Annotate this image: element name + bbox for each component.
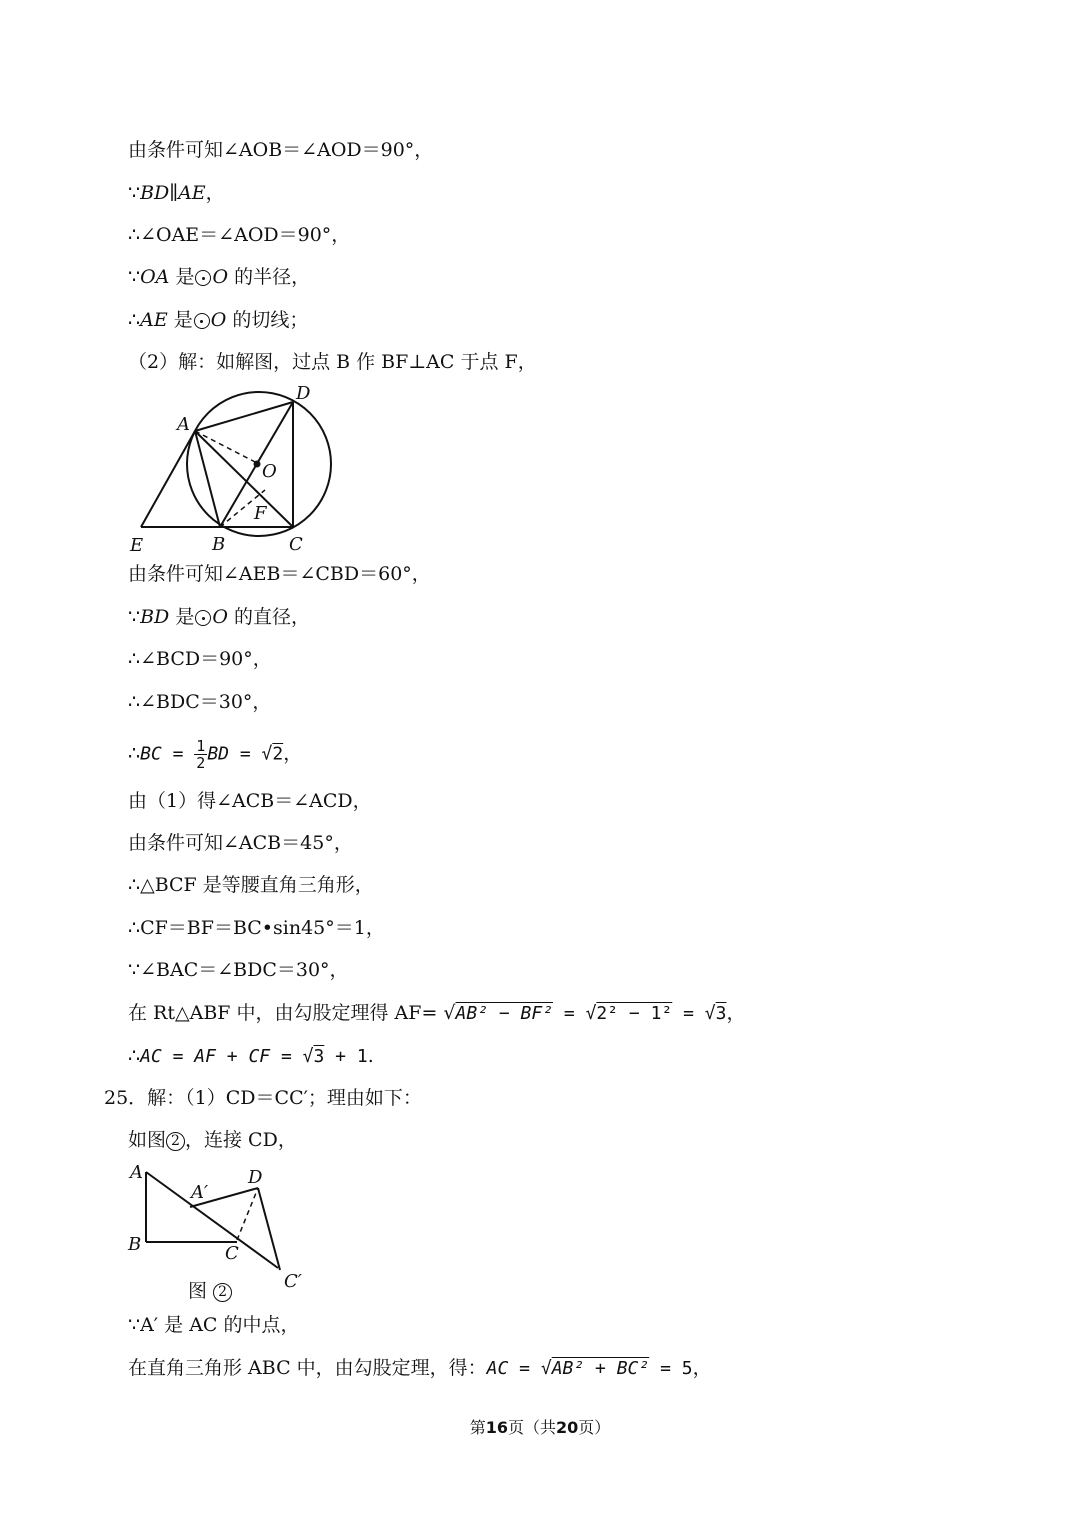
because-symbol: ∵ (128, 182, 141, 204)
math-expr: = √ (553, 1003, 597, 1024)
segment-dc1 (258, 1188, 280, 1270)
line-12: 由（1）得∠ACB＝∠ACD， (128, 790, 372, 812)
text: 是 (167, 309, 193, 331)
text: 如图 (128, 1129, 167, 1151)
label-c: C (289, 534, 303, 555)
circle-dot-icon (195, 610, 211, 626)
radicand: 2² − 1² (596, 1003, 673, 1024)
circle-dot-icon (194, 313, 210, 329)
radicand: AB² + BC² (551, 1358, 650, 1379)
math-expr: BC = (140, 743, 195, 765)
line-7: 由条件可知∠AEB＝∠CBD＝60°， (128, 563, 431, 585)
line-1: 由条件可知∠AOB＝∠AOD＝90°， (128, 139, 434, 161)
footer-text: 第 (469, 1418, 486, 1437)
fraction (194, 738, 207, 771)
text: 是 (169, 606, 195, 628)
line-21: ∵A′ 是 AC 的中点， (128, 1314, 300, 1336)
because-symbol: ∵ (128, 266, 141, 288)
math-expr: BD = √ (207, 743, 273, 765)
line-14: ∴△BCF 是等腰直角三角形， (128, 874, 374, 896)
label-o: O (262, 461, 277, 482)
text: 的切线； (226, 309, 309, 331)
text: 在直角三角形 ABC 中，由勾股定理，得： (128, 1357, 487, 1379)
line-22 (128, 1355, 712, 1382)
math-text: AE (140, 309, 168, 331)
center-point (255, 462, 260, 467)
line-19-problem-25: 25．解：（1）CD＝CC′；理由如下： (104, 1087, 422, 1109)
math-text: BD (140, 606, 170, 628)
label-b: B (128, 1234, 142, 1255)
punct: ， (726, 1002, 746, 1024)
label-f: F (254, 503, 267, 524)
segment-ac (195, 431, 293, 527)
label-b: B (212, 534, 226, 555)
line-8 (128, 604, 310, 630)
radicand: AB² − BF² (455, 1003, 554, 1024)
line-15: ∴CF＝BF＝BC•sin45°＝1， (128, 917, 385, 939)
line-6: （2）解：如解图，过点 B 作 BF⊥AC 于点 F， (128, 351, 537, 373)
page-footer (0, 1415, 1080, 1438)
math-expr: = 5 (649, 1358, 693, 1379)
text: ，连接 CD， (185, 1129, 297, 1151)
label-a: A (177, 414, 190, 435)
radicand: 3 (715, 1003, 727, 1024)
punct: ， (283, 742, 303, 765)
line-17 (128, 1000, 746, 1027)
line-2 (128, 180, 225, 206)
label-d: D (248, 1167, 263, 1188)
line-10: ∴∠BDC＝30°， (128, 691, 272, 713)
label-c-prime: C′ (284, 1271, 302, 1292)
page-number: 16 (485, 1418, 508, 1437)
line-3: ∴∠OAE＝∠AOD＝90°， (128, 224, 351, 246)
segment-ao-dashed (195, 431, 259, 464)
radicand: 3 (313, 1046, 325, 1067)
caption-text: 图 (188, 1280, 208, 1302)
label-a-prime: A′ (191, 1182, 209, 1203)
math-text: BD∥AE (140, 182, 206, 204)
line-13: 由条件可知∠ACB＝45°， (128, 832, 353, 854)
circle-dot-icon (195, 270, 211, 286)
page-total: 20 (556, 1418, 579, 1437)
segment-cd-dashed (237, 1188, 258, 1240)
punct: . (367, 1045, 374, 1067)
line-20 (128, 1127, 297, 1153)
geometry-figure-circle (125, 380, 340, 555)
math-expr: AC = AF + CF = √ (140, 1046, 314, 1067)
math-expr: = √ (672, 1003, 716, 1024)
footer-text: 页） (578, 1418, 611, 1437)
therefore-symbol: ∴ (128, 1045, 141, 1067)
text: 在 Rt△ABF 中，由勾股定理得 AF= √ (128, 1002, 456, 1024)
math-expr: AC = √ (486, 1358, 552, 1379)
circled-number: 2 (166, 1132, 185, 1151)
punct: ， (692, 1357, 712, 1379)
label-e: E (130, 535, 144, 555)
punct: ， (205, 182, 225, 204)
text: 的直径， (227, 606, 310, 628)
numerator: 1 (196, 737, 206, 755)
math-text: O (210, 309, 227, 331)
footer-text: 页（共 (507, 1418, 556, 1437)
line-9: ∴∠BCD＝90°， (128, 648, 272, 670)
therefore-symbol: ∴ (128, 309, 141, 331)
math-text: OA (140, 266, 170, 288)
math-text: O (212, 606, 228, 628)
denominator: 2 (196, 754, 206, 772)
label-a: A (130, 1162, 143, 1183)
segment-ea (141, 431, 195, 527)
math-expr: + 1 (324, 1046, 368, 1067)
line-4 (128, 264, 310, 290)
label-c: C (225, 1243, 239, 1264)
radicand: 2 (272, 743, 284, 765)
segment-ab (195, 431, 220, 527)
figure-2-caption (188, 1278, 232, 1304)
line-11 (128, 738, 302, 771)
math-text: O (212, 266, 229, 288)
therefore-symbol: ∴ (128, 742, 141, 765)
text: 的半径， (228, 266, 311, 288)
line-5 (128, 307, 308, 333)
because-symbol: ∵ (128, 606, 141, 628)
label-d: D (296, 383, 311, 404)
circled-number: 2 (213, 1283, 232, 1302)
text: 是 (169, 266, 195, 288)
line-18 (128, 1043, 374, 1070)
line-16: ∵∠BAC＝∠BDC＝30°， (128, 959, 349, 981)
